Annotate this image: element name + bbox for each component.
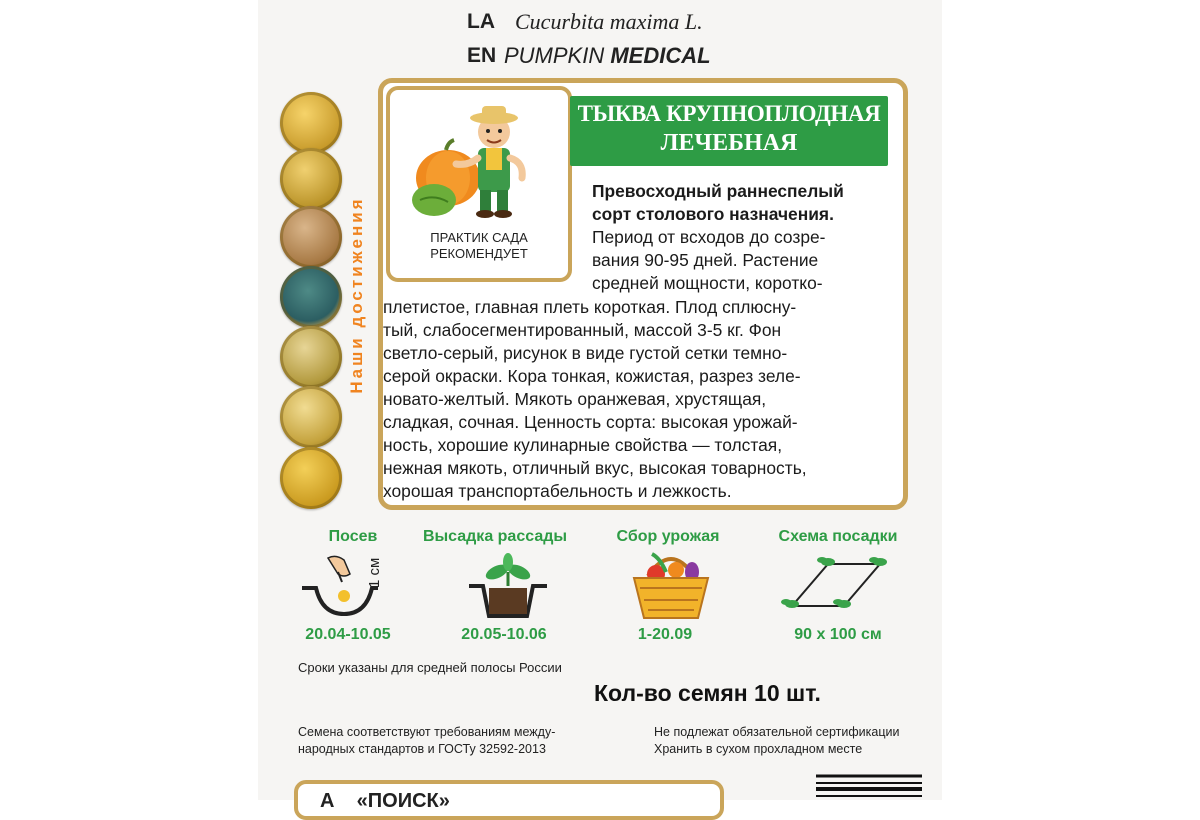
en-code: EN [467, 44, 497, 67]
variety-title-line2: ЛЕЧЕБНАЯ [660, 130, 798, 156]
description-line: средней мощности, коротко- [592, 273, 823, 293]
english-name [504, 43, 711, 69]
english-name-regular: PUMPKIN [504, 43, 611, 68]
stage-scheme-label: Схема посадки [778, 528, 898, 545]
gold-medal-icon [280, 148, 342, 210]
stage-harvest-label: Сбор урожая [616, 528, 720, 545]
recommend-text-line2: РЕКОМЕНДУЕТ [430, 246, 528, 261]
barcode-icon [814, 772, 924, 800]
stage-harvest-date: 1-20.09 [637, 626, 693, 643]
la-code: LA [467, 10, 495, 33]
sowing-depth: 1 см [366, 557, 383, 588]
description-bold-line: сорт столового назначения. [592, 204, 834, 224]
harvest-basket-icon [626, 548, 716, 624]
description-bold-line: Превосходный раннеспелый [592, 181, 844, 201]
recommend-text-line1: ПРАКТИК САДА [430, 230, 528, 245]
gold-medal-icon [280, 386, 342, 448]
planting-scheme-icon [780, 554, 890, 624]
description-line: ность, хорошие кулинарные свойства — толстая, [383, 435, 783, 455]
stage-sowing-label: Посев [328, 528, 378, 545]
description-line: новато-желтый. Мякоть оранжевая, хрустящая, [383, 389, 767, 409]
achievements-label: Наши достижения [347, 196, 366, 394]
variety-title-line1: ТЫКВА КРУПНОПЛОДНАЯ [577, 101, 881, 126]
description-line: нежная мякоть, отличный вкус, высокая товарность, [383, 458, 807, 478]
recommend-badge [386, 86, 572, 282]
description-line: Период от всходов до созре- [592, 227, 826, 247]
bronze-medal-icon [280, 206, 342, 268]
seed-packet [258, 0, 942, 812]
stage-seedling-label: Высадка рассады [422, 528, 568, 545]
variety-title-banner [570, 96, 888, 166]
producer-text: А «ПОИСК» [320, 790, 450, 812]
standards-note-line1: Семена соответствуют требованиям между- [298, 725, 556, 739]
region-note: Сроки указаны для средней полосы России [298, 660, 562, 675]
standards-note-line2: народных стандартов и ГОСТу 32592-2013 [298, 742, 546, 756]
gold-medal-icon [280, 447, 342, 509]
description-line: сладкая, сочная. Ценность сорта: высокая урожай- [383, 412, 798, 432]
gold-medal-icon [280, 92, 342, 154]
stage-seedling-date: 20.05-10.06 [461, 626, 547, 643]
teal-medal-icon [280, 266, 342, 328]
seed-count: Кол-во семян 10 шт. [594, 680, 821, 706]
gardener-mascot-icon [390, 100, 568, 230]
stage-sowing-date: 20.04-10.05 [305, 626, 391, 643]
stage-scheme-date: 90 х 100 см [794, 626, 882, 643]
description-line: серой окраски. Кора тонкая, кожистая, разрез зеле- [383, 366, 801, 386]
gold-medal-icon [280, 326, 342, 388]
certification-note: Не подлежат обязательной сертификации [654, 725, 900, 739]
english-name-bold: MEDICAL [610, 43, 711, 68]
description-line: плетистое, главная плеть короткая. Плод сплюсну- [383, 297, 797, 317]
producer-box [294, 780, 724, 820]
description-line: вания 90-95 дней. Растение [592, 250, 819, 270]
description-line: тый, слабосегментированный, массой 3-5 кг. Фон [383, 320, 782, 340]
description-line: светло-серый, рисунок в виде густой сетки темно- [383, 343, 788, 363]
description-line: хорошая транспортабельность и лежкость. [383, 481, 732, 501]
latin-name: Cucurbita maxima L. [515, 9, 703, 34]
seedling-icon [463, 552, 553, 622]
storage-note: Хранить в сухом прохладном месте [654, 742, 863, 756]
